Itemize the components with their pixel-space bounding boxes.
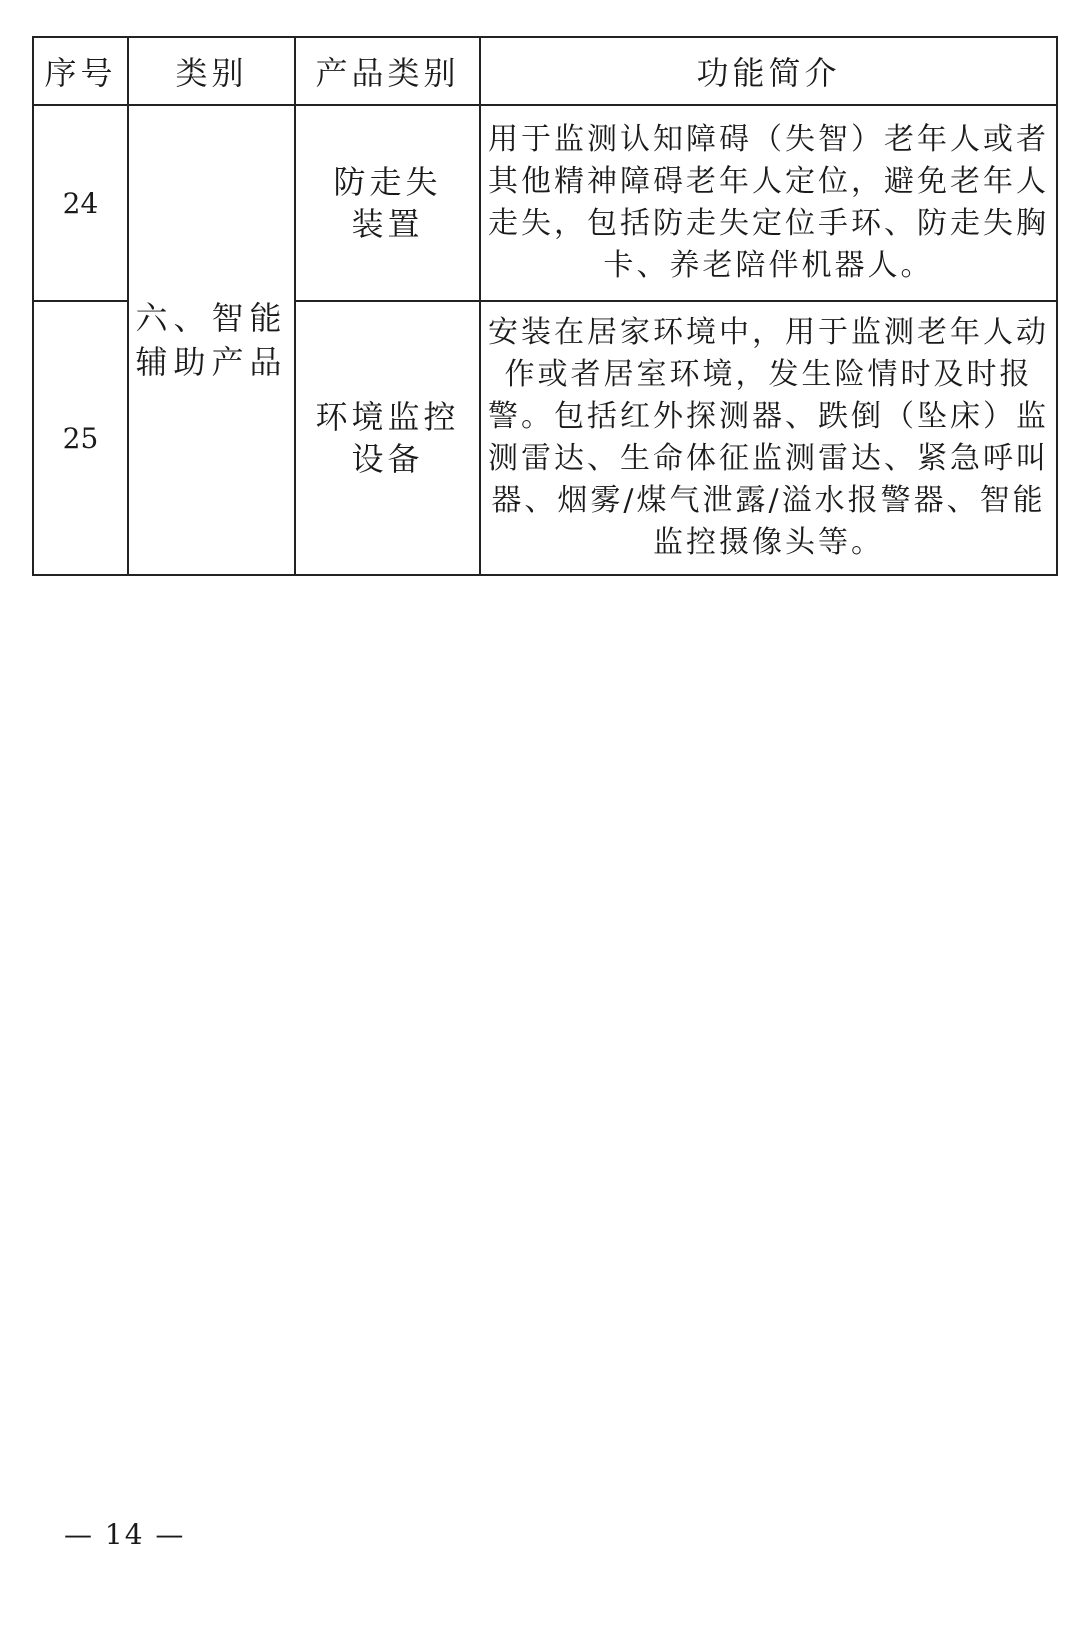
product-line: 装置 — [351, 205, 424, 243]
table-header-row — [33, 37, 1057, 105]
category-line: 六、智能 — [135, 299, 288, 337]
table-row — [33, 105, 1057, 301]
page-number: — 14 — — [64, 1518, 186, 1551]
row-number: 25 — [33, 301, 128, 575]
category-line: 辅助产品 — [135, 343, 288, 381]
header-serial: 序号 — [33, 37, 128, 105]
category-cell — [128, 105, 295, 575]
product-line: 防走失 — [333, 163, 442, 201]
product-line: 设备 — [351, 440, 424, 478]
header-category: 类别 — [128, 37, 295, 105]
function-description: 用于监测认知障碍（失智）老年人或者其他精神障碍老年人定位，避免老年人走失，包括防走失定位手环、防走失胸卡、养老陪伴机器人。 — [480, 105, 1057, 301]
product-table — [32, 36, 1058, 576]
product-category-cell — [295, 301, 480, 575]
row-number: 24 — [33, 105, 128, 301]
product-category-cell — [295, 105, 480, 301]
header-function-summary: 功能简介 — [480, 37, 1057, 105]
header-product-category: 产品类别 — [295, 37, 480, 105]
function-description: 安装在居家环境中，用于监测老年人动作或者居室环境，发生险情时及时报警。包括红外探测器、跌倒（坠床）监测雷达、生命体征监测雷达、紧急呼叫器、烟雾/煤气泄露/溢水报警器、智能监控摄像头等。 — [480, 301, 1057, 575]
product-line: 环境监控 — [315, 398, 460, 436]
